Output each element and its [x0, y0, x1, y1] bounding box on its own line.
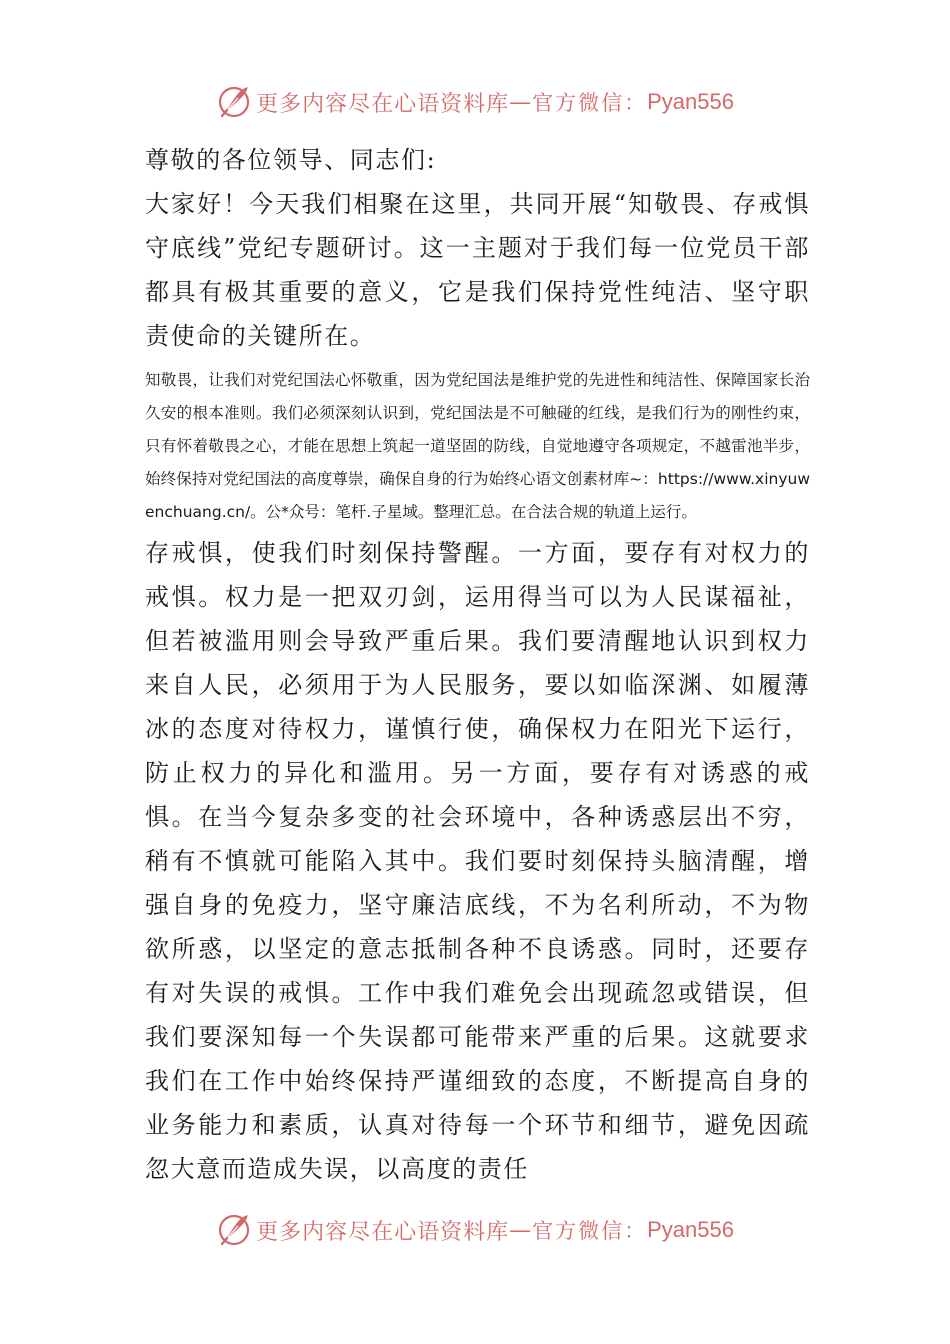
- banner-official-text: 官方微信：: [532, 91, 648, 115]
- document-body: [145, 138, 810, 1191]
- feather-pen-logo-icon: [216, 1212, 252, 1248]
- salutation: 尊敬的各位领导、同志们:: [145, 146, 437, 174]
- feather-pen-logo-icon: [216, 84, 252, 120]
- small-paragraph: 知敬畏，让我们对党纪国法心怀敬重，因为党纪国法是维护党的先进性和纯洁性、保障国家长治久安的根本准则。我们必须深刻认识到，党纪国法是不可触碰的红线，是我们行为的刚性约束，只有怀着敬畏之心，才能在思想上筑起一道坚固的防线，自觉地遵守各项规定，不越雷池半步，始终保持对党纪国法的高度尊崇，确保自身的行为始终心语文创素材库~：https://www.xinyuwenchuang.cn/。公*众号：笔杆.子星域。整理汇总。在合法合规的轨道上运行。: [145, 371, 810, 521]
- banner-wechat-id: Pyan556: [647, 89, 734, 114]
- intro-paragraph: 大家好！今天我们相聚在这里，共同开展“知敬畏、存戒惧守底线”党纪专题研讨。这一主题对于我们每一位党员干部都具有极其重要的意义，它是我们保持党性纯洁、坚守职责使命的关键所在。: [145, 190, 810, 350]
- banner-main-text: 更多内容尽在心语资料库: [256, 91, 510, 117]
- banner-dash: —: [509, 1217, 533, 1243]
- footer-banner: [0, 1208, 950, 1252]
- banner-main-text: 更多内容尽在心语资料库: [256, 1219, 510, 1245]
- header-banner: [0, 80, 950, 124]
- banner-dash: —: [509, 89, 533, 115]
- banner-official-text: 官方微信：: [532, 1219, 648, 1243]
- banner-wechat-id: Pyan556: [647, 1217, 734, 1242]
- main-paragraph: 存戒惧，使我们时刻保持警醒。一方面，要存有对权力的戒惧。权力是一把双刃剑，运用得当可以为人民谋福祉，但若被滥用则会导致严重后果。我们要清醒地认识到权力来自人民，必须用于为人民服务，要以如临深渊、如履薄冰的态度对待权力，谨慎行使，确保权力在阳光下运行，防止权力的异化和滥用。另一方面，要存有对诱惑的戒惧。在当今复杂多变的社会环境中，各种诱惑层出不穷，稍有不慎就可能陷入其中。我们要时刻保持头脑清醒，增强自身的免疫力，坚守廉洁底线，不为名利所动，不为物欲所惑，以坚定的意志抵制各种不良诱惑。同时，还要存有对失误的戒惧。工作中我们难免会出现疏忽或错误，但我们要深知每一个失误都可能带来严重的后果。这就要求我们在工作中始终保持严谨细致的态度，不断提高自身的业务能力和素质，认真对待每一个环节和细节，避免因疏忽大意而造成失误，以高度的责任: [145, 539, 810, 1183]
